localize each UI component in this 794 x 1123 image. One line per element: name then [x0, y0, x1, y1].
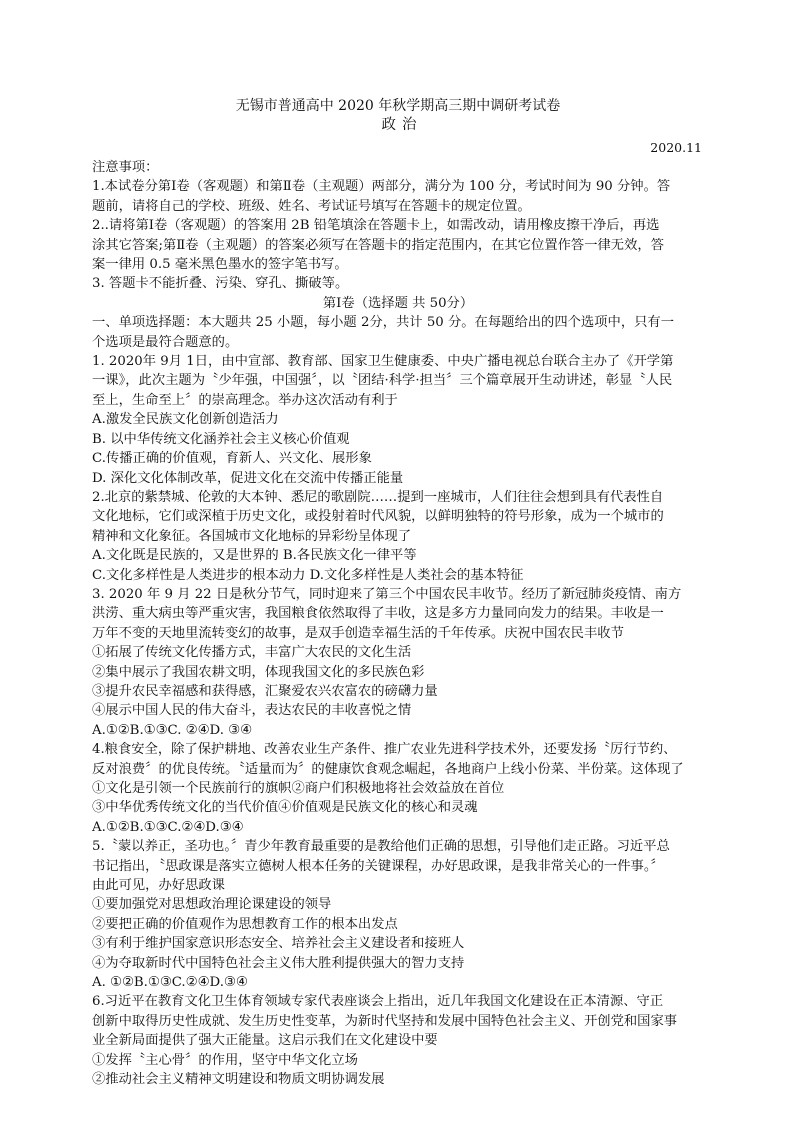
notice-heading: 注意事项： [92, 160, 159, 175]
section-intro-line: 个选项是最符合题意的。 [92, 334, 239, 350]
question-statement: ②推动社会主义精神文明建设和物质文明协调发展 [92, 1072, 385, 1088]
notice-line: 题前，请将自己的学校、班级、姓名、考试证号填写在答题卡的规定位置。 [92, 198, 531, 214]
notice-line: 1.本试卷分第Ⅰ卷（客观题）和第Ⅱ卷（主观题）两部分，满分为 100 分，考试时间为 90 分钟。答 [92, 179, 671, 195]
question-option: A.①②B.①③C. ②④D. ③④ [92, 722, 252, 738]
question-stem-line: 文化地标，它们或深植于历史文化，或投射着时代风貌，以鲜明独特的符号形象，成为一个城市的 [92, 509, 664, 525]
question-stem-line: 2.北京的紫禁城、伦敦的大本钟、悉尼的歌剧院……提到一座城市，人们往往会想到具有代表性自 [92, 489, 664, 505]
question-option: A. ①②B.①③C.②④D.③④ [92, 975, 248, 991]
question-stem-line: 创新中取得历史性成就、发生历史性变革，为新时代坚持和发展中国特色社会主义、开创党和国家事 [92, 1013, 678, 1029]
notice-line: 3. 答题卡不能折叠、污染、穿孔、撕破等。 [92, 276, 349, 292]
question-statement: ②集中展示了我国农耕文明，体现我国文化的多民族色彩 [92, 664, 425, 680]
exam-date: 2020.11 [650, 140, 702, 155]
question-stem-line: 6.习近平在教育文化卫生体育领域专家代表座谈会上指出，近几年我国文化建设在正本清源、守正 [92, 994, 664, 1010]
question-stem-line: 洪涝、重大病虫等严重灾害，我国粮食依然取得了丰收，这是多方力量同向发力的结果。丰收是一 [92, 606, 664, 622]
question-option: B. 以中华传统文化涵养社会主义核心价值观 [92, 431, 350, 447]
exam-title: 无锡市普通高中 2020 年秋学期高三期中调研考试卷 [235, 98, 561, 114]
question-stem-line: 书记指出，〝思政课是落实立德树人根本任务的关键课程，办好思政课，是我非常关心的一件事。〞 [92, 858, 664, 874]
question-option: C.文化多样性是人类进步的根本动力 D.文化多样性是人类社会的基本特征 [92, 567, 524, 583]
notice-line: 2..请将第Ⅰ卷（客观题）的答案用 2B 铅笔填涂在答题卡上，如需改动，请用橡皮擦干净后，再选 [92, 218, 660, 234]
question-5 [92, 837, 704, 992]
question-option: A.激发全民族文化创新创造活力 [92, 412, 279, 428]
question-statement: ③有利于维护国家意识形态安全、培养社会主义建设者和接班人 [92, 936, 465, 952]
question-statement: ①文化是引领一个民族前行的旗帜②商户们积极地将社会效益放在首位 [92, 781, 505, 796]
question-stem-line: 一课》，此次主题为〝少年强，中国强〞，以〝团结·科学·担当〞三个篇章展开生动讲述，彰显〝人民 [92, 373, 673, 389]
question-stem-line: 由此可见，办好思政课 [92, 878, 225, 894]
question-option: D. 深化文化体制改革，促进文化在交流中传播正能量 [92, 470, 404, 486]
question-stem-line: 万年不变的天地里流转变幻的故事，是双手创造幸福生活的千年传承。庆祝中国农民丰收节 [92, 625, 624, 641]
question-stem-line: 3. 2020 年 9 月 22 日是秋分节气，同时迎来了第三个中国农民丰收节。经历了新冠肺炎疫情、南方 [92, 586, 682, 602]
question-stem-line: 业全新局面提供了强大正能量。这启示我们在文化建设中要 [92, 1033, 438, 1049]
question-statement: ③中华优秀传统文化的当代价值④价值观是民族文化的核心和灵魂 [92, 800, 478, 816]
question-3 [92, 585, 704, 740]
question-stem-line: 5.〝蒙以养正，圣功也。〞青少年教育最重要的是教给他们正确的思想，引导他们走正路。习近平总 [92, 839, 670, 855]
exam-subject: 政治 [381, 117, 423, 133]
question-stem-line: 4.粮食安全，除了保护耕地、改善农业生产条件、推广农业先进科学技术外，还要发扬〝厉行节约、 [92, 742, 677, 758]
question-statement: ④为夺取新时代中国特色社会主义伟大胜利提供强大的智力支持 [92, 955, 465, 971]
question-6 [92, 992, 704, 1089]
notice-block [92, 158, 704, 294]
question-stem-line: 至上，生命至上〞的崇高理念。举办这次活动有利于 [92, 392, 398, 408]
section-intro-line: 一、单项选择题：本大题共 25 小题，每小题 2分，共计 50 分。在每题给出的四个选项中，只有一 [92, 315, 675, 331]
question-option: C.传播正确的价值观，育新人、兴文化、展形象 [92, 451, 372, 467]
question-1 [92, 352, 704, 488]
question-statement: ①发挥〝主心骨〞的作用，坚守中华文化立场 [92, 1052, 358, 1068]
question-stem-line: 精神和文化象征。各国城市文化地标的异彩纷呈体现了 [92, 528, 412, 544]
exam-page [92, 96, 704, 1090]
section-title: 第Ⅰ卷（选择题 共 50分） [322, 295, 474, 311]
question-stem-line: 1. 2020年 9月 1日，由中宣部、教育部、国家卫生健康委、中央广播电视总台联合主办了《开学第 [92, 354, 674, 370]
notice-line: 涂其它答案;第Ⅱ卷（主观题）的答案必须写在答题卡的指定范围内，在其它位置作答一律无效，答 [92, 237, 664, 253]
question-option: A.①②B.①③C.②④D.③④ [92, 819, 244, 835]
question-statement: ②要把正确的价值观作为思想教育工作的根本出发点 [92, 916, 398, 932]
question-2 [92, 488, 704, 585]
question-statement: ①拓展了传统文化传播方式，丰富广大农民的文化生活 [92, 645, 412, 661]
question-4 [92, 740, 704, 837]
question-stem-line: 反对浪费〞的优良传统。〝适量而为〞的健康饮食观念崛起，各地商户上线小份菜、半份菜。这体现了 [92, 761, 684, 777]
question-statement: ③提升农民幸福感和获得感，汇聚爱农兴农富农的磅礴力量 [92, 683, 438, 699]
notice-line: 案一律用 0.5 毫米黑色墨水的签字笔书写。 [92, 257, 348, 273]
question-option: A.文化既是民族的，又是世界的 B.各民族文化一律平等 [92, 548, 417, 564]
question-statement: ④展示中国人民的伟大奋斗，表达农民的丰收喜悦之情 [92, 703, 412, 719]
question-statement: ①要加强党对思想政治理论课建设的领导 [92, 897, 332, 913]
